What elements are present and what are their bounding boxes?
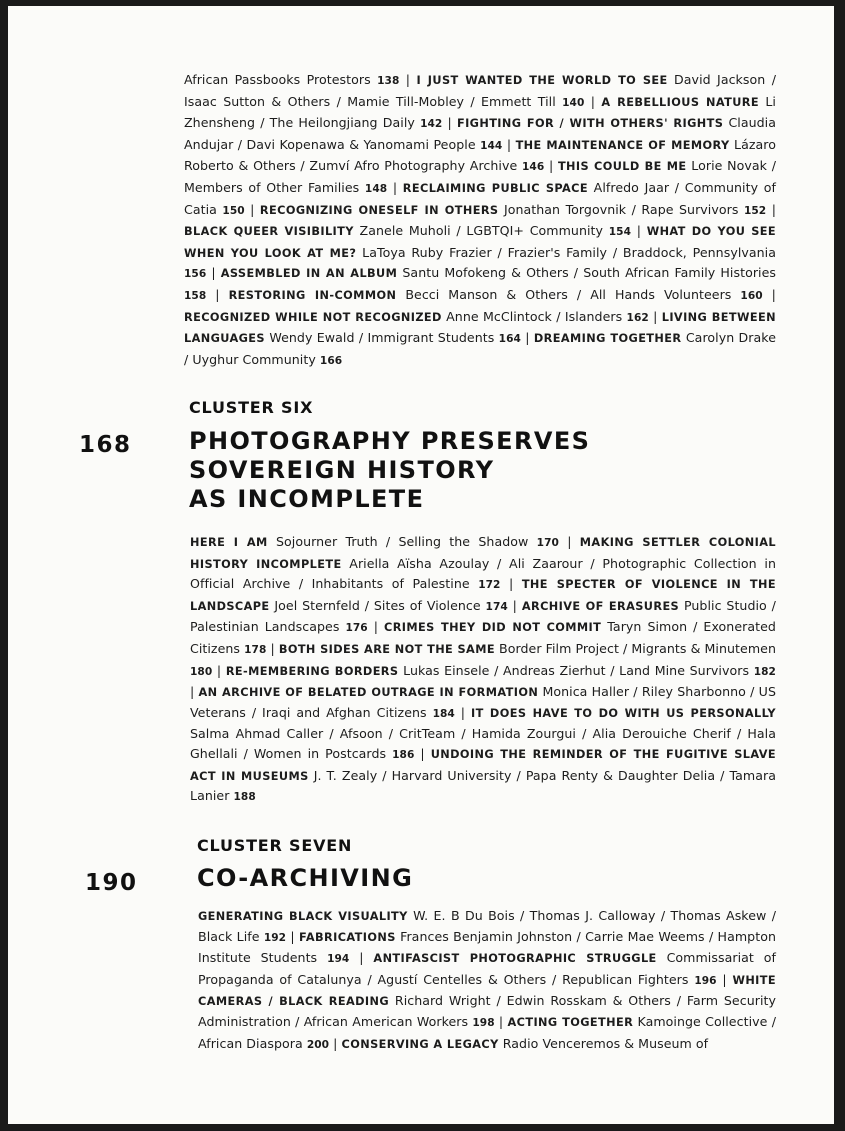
toc-entry-title: CRIMES THEY DID NOT COMMIT (384, 621, 602, 635)
cluster-seven-page-number: 190 (85, 870, 138, 896)
toc-entry-title: UNDOING THE REMINDER OF THE FUGITIVE SLAVE ACT IN MUSEUMS (190, 747, 776, 783)
toc-entry-title: RESTORING IN-COMMON (228, 288, 397, 302)
toc-entry-page-number: 140 (562, 96, 585, 109)
toc-entry-credits: Anne McClintock / Islanders (446, 308, 623, 324)
cluster-six-page-number: 168 (79, 432, 132, 458)
toc-entry-credits: Becci Manson & Others / All Hands Volunteers (405, 286, 732, 302)
toc-entry-credits: Joel Sternfeld / Sites of Violence (274, 597, 481, 613)
toc-entry-page-number: 172 (478, 579, 501, 592)
toc-entry-credits: Wendy Ewald / Immigrant Students (269, 330, 495, 346)
toc-entry (226, 663, 776, 678)
toc-entry-credits: Alfredo Jaar / Community of Catia (184, 179, 776, 217)
toc-entry (190, 534, 559, 549)
toc-entry-page-number: 198 (472, 1016, 495, 1029)
toc-entry-credits: Radio Venceremos & Museum of (502, 1035, 709, 1051)
toc-entry-title: HERE I AM (190, 536, 268, 549)
toc-entry-title: ACTING TOGETHER (507, 1015, 634, 1029)
cluster-six-entries: HERE I AM Sojourner Truth / Selling the Shadow 170 | MAKING SETTLER COLONIAL HISTORY INCOMPLETE Ariella Aïsha Azoulay / Ali Zaarour / Photographic Collection in Official Archive / Inhabitants of Palestine 172 | THE SPECTER OF VIOLENCE IN THE LANDSCAPE Joel Sternfeld / Sites of Violence 174 | ARCHIVE OF ERASURES Public Studio / Palestinian Landscapes 176 | CRIMES THEY DID NOT COMMIT Taryn Simon / Exonerated Citizens 178 | BOTH SIDES ARE NOT THE SAME Border Film Project / Migrants & Minutemen 180 | RE-MEMBERING BORDERS Lukas Einsele / Andreas Zierhut / Land Mine Survivors 182 | AN ARCHIVE OF BELATED OUTRAGE IN FORMATION Monica Haller / Riley Sharbonno / US Veterans / Iraqi and Afghan Citizens 184 | IT DOES HAVE TO DO WITH US PERSONALLY Salma Ahmad Caller / Afsoon / CritTeam / Hamida Zourgui / Alia Derouiche Cherif / Hala Ghellali / Women in Postcards 186 | UNDOING THE REMINDER OF THE FUGITIVE SLAVE ACT IN MUSEUMS J. T. Zealy / Harvard University / Papa Renty & Daughter Delia / Tamara Lanier 188 (190, 534, 777, 804)
cluster-six-heading-line: SOVEREIGN HISTORY (189, 456, 495, 484)
book-page (8, 6, 834, 1124)
toc-entry-credits: David Jackson / Isaac Sutton & Others / Mamie Till-Mobley / Emmett Till (184, 72, 776, 109)
toc-entry-title: FABRICATIONS (299, 930, 396, 944)
toc-entry-title: RECOGNIZING ONESELF IN OTHERS (259, 203, 499, 217)
cluster-seven-heading (197, 864, 413, 893)
toc-entry-page-number: 156 (184, 268, 207, 281)
toc-entry-credits: Lukas Einsele / Andreas Zierhut / Land Mine Survivors (403, 662, 750, 678)
toc-entry-page-number: 154 (608, 226, 632, 239)
toc-entry-credits: LaToya Ruby Frazier / Frazier's Family / Braddock, Pennsylvania (362, 244, 776, 260)
toc-entry-title: ASSEMBLED IN AN ALBUM (220, 267, 398, 281)
toc-entry-page-number: 174 (485, 600, 508, 613)
toc-entry-credits: Lorie Novak / Members of Other Families (184, 158, 776, 195)
toc-entry-title: A REBELLIOUS NATURE (601, 95, 759, 109)
toc-entry-page-number: 196 (694, 974, 717, 987)
toc-entry-title: GENERATING BLACK VISUALITY (198, 910, 408, 923)
toc-entry-credits: Taryn Simon / Exonerated Citizens (190, 619, 776, 656)
toc-entry-page-number: 142 (420, 118, 443, 131)
toc-entry-title: RECOGNIZED WHILE NOT RECOGNIZED (184, 310, 442, 324)
toc-entry-title: CONSERVING A LEGACY (341, 1037, 499, 1051)
toc-entry-title: RE-MEMBERING BORDERS (225, 664, 399, 678)
toc-entry-title: IT DOES HAVE TO DO WITH US PERSONALLY (471, 706, 776, 720)
cluster-six-label: CLUSTER SIX (189, 398, 314, 417)
toc-entry-page-number: 158 (184, 289, 207, 302)
cluster-seven-label: CLUSTER SEVEN (197, 836, 353, 855)
toc-entry-credits: Public Studio / Palestinian Landscapes (190, 597, 776, 635)
toc-entry-credits: Ariella Aïsha Azoulay / Ali Zaarour / Photographic Collection in Official Archive / Inhabitants of Palestine (190, 555, 776, 592)
toc-entry-credits: Kamoinge Collective / African Diaspora (198, 1013, 776, 1051)
toc-entry-title: THE MAINTENANCE OF MEMORY (515, 138, 730, 152)
toc-entry-page-number: 150 (222, 204, 245, 217)
toc-entry-credits: Santu Mofokeng & Others / South African Family Histories (402, 265, 777, 281)
toc-entry-page-number: 182 (753, 665, 776, 678)
toc-entry-credits: Claudia Andujar / Davi Kopenawa & Yanomami People (184, 115, 776, 152)
toc-entry (184, 223, 631, 238)
toc-entry-page-number: 200 (306, 1038, 330, 1051)
toc-entry-credits: Richard Wright / Edwin Rosskam & Others / Farm Security Administration / African American Workers (198, 993, 777, 1029)
toc-entry-page-number: 186 (392, 748, 415, 761)
toc-entry-credits: Commissariat of Propaganda of Catalunya / Agustí Centelles & Others / Republican Fighters (198, 950, 776, 987)
toc-entry (229, 287, 763, 302)
toc-entry-page-number: 194 (327, 953, 350, 966)
toc-entry-page-number: 166 (319, 354, 343, 367)
toc-entry-credits: Frances Benjamin Johnston / Carrie Mae Weems / Hampton Institute Students (198, 928, 776, 966)
toc-entry-page-number: 164 (498, 333, 521, 346)
toc-entry-credits: Salma Ahmad Caller / Afsoon / CritTeam / Hamida Zourgui / Alia Derouiche Cherif / Hala Ghellali / Women in Postcards (190, 726, 776, 761)
cluster-six-heading-line: PHOTOGRAPHY PRESERVES (189, 427, 591, 455)
toc-entry-credits: Lázaro Roberto & Others / Zumví Afro Photography Archive (184, 136, 776, 174)
toc-entry (342, 1036, 709, 1051)
toc-entry-credits: Carolyn Drake / Uyghur Community (184, 330, 776, 367)
toc-entry-title: DREAMING TOGETHER (533, 332, 682, 346)
toc-entry-page-number: 144 (480, 139, 503, 152)
toc-entry-page-number: 170 (536, 537, 559, 549)
toc-entry-title: RECLAIMING PUBLIC SPACE (402, 181, 588, 195)
toc-entry-page-number: 176 (345, 622, 368, 635)
toc-entry (260, 202, 766, 217)
toc-entry-page-number: 152 (743, 204, 767, 217)
cluster-six-heading (189, 427, 590, 514)
toc-entry-page-number: 146 (521, 161, 545, 174)
toc-entry-credits: W. E. B Du Bois / Thomas J. Calloway / Thomas Askew / Black Life (198, 908, 776, 944)
toc-entry-page-number: 162 (626, 311, 649, 324)
toc-entry-page-number: 178 (244, 643, 267, 656)
toc-entry-title: FIGHTING FOR / WITH OTHERS' RIGHTS (456, 117, 724, 131)
toc-entry-title: AN ARCHIVE OF BELATED OUTRAGE IN FORMATION (198, 686, 539, 700)
toc-entry-title: I JUST WANTED THE WORLD TO SEE (416, 74, 668, 87)
cluster-seven-heading-line: CO-ARCHIVING (197, 864, 414, 892)
cluster-six-heading-line: AS INCOMPLETE (189, 485, 425, 513)
toc-entry-page-number: 138 (377, 75, 400, 87)
toc-entry-credits: African Passbooks Protestors (184, 72, 371, 87)
cluster-seven-entries: GENERATING BLACK VISUALITY W. E. B Du Bois / Thomas J. Calloway / Thomas Askew / Black Life 192 | FABRICATIONS Frances Benjamin Johnston / Carrie Mae Weems / Hampton Institute Students 194 | ANTIFASCIST PHOTOGRAPHIC STRUGGLE Commissariat of Propaganda of Catalunya / Agustí Centelles & Others / Republican Fighters 196 | WHITE CAMERAS / BLACK READING Richard Wright / Edwin Rosskam & Others / Farm Security Administration / African American Workers 198 | ACTING TOGETHER Kamoinge Collective / African Diaspora 200 | CONSERVING A LEGACY Radio Venceremos & Museum of (198, 908, 777, 1051)
toc-entry-title: LIVING BETWEEN LANGUAGES (184, 310, 776, 346)
intro-entries: African Passbooks Protestors 138 | I JUST WANTED THE WORLD TO SEE David Jackson / Isaac Sutton & Others / Mamie Till-Mobley / Emmett Till 140 | A REBELLIOUS NATURE Li Zhensheng / The Heilongjiang Daily 142 | FIGHTING FOR / WITH OTHERS' RIGHTS Claudia Andujar / Davi Kopenawa & Yanomami People 144 | THE MAINTENANCE OF MEMORY Lázaro Roberto & Others / Zumví Afro Photography Archive 146 | THIS COULD BE ME Lorie Novak / Members of Other Families 148 | RECLAIMING PUBLIC SPACE Alfredo Jaar / Community of Catia 150 | RECOGNIZING ONESELF IN OTHERS Jonathan Torgovnik / Rape Survivors 152 | BLACK QUEER VISIBILITY Zanele Muholi / LGBTQI+ Community 154 | WHAT DO YOU SEE WHEN YOU LOOK AT ME? LaToya Ruby Frazier / Frazier's Family / Braddock, Pennsylvania 156 | ASSEMBLED IN AN ALBUM Santu Mofokeng & Others / South African Family Histories 158 | RESTORING IN-COMMON Becci Manson & Others / All Hands Volunteers 160 | RECOGNIZED WHILE NOT RECOGNIZED Anne McClintock / Islanders 162 | LIVING BETWEEN LANGUAGES Wendy Ewald / Immigrant Students 164 | DREAMING TOGETHER Carolyn Drake / Uyghur Community 166 (184, 72, 777, 367)
toc-entry-page-number: 180 (190, 665, 213, 678)
toc-entry-credits: Border Film Project / Migrants & Minutemen (499, 640, 776, 656)
toc-entry (184, 72, 399, 87)
toc-entry-credits: Sojourner Truth / Selling the Shadow (275, 534, 529, 549)
toc-entry-page-number: 160 (740, 289, 763, 302)
toc-entry-title: WHITE CAMERAS / BLACK READING (198, 973, 776, 1009)
toc-entry-title: ANTIFASCIST PHOTOGRAPHIC STRUGGLE (373, 952, 657, 966)
toc-entry-title: THIS COULD BE ME (557, 160, 687, 174)
toc-entry (184, 309, 649, 324)
toc-entry-page-number: 148 (364, 182, 388, 195)
toc-entry-page-number: 184 (432, 707, 455, 720)
toc-entry-credits: Jonathan Torgovnik / Rape Survivors (503, 201, 739, 217)
toc-entry-credits: Li Zhensheng / The Heilongjiang Daily (184, 93, 776, 131)
toc-entry-title: THE SPECTER OF VIOLENCE IN THE LANDSCAPE (190, 578, 777, 613)
toc-entry-title: MAKING SETTLER COLONIAL HISTORY INCOMPLETE (190, 536, 776, 571)
toc-entry-title: WHAT DO YOU SEE WHEN YOU LOOK AT ME? (184, 225, 777, 260)
toc-entry-page-number: 192 (263, 931, 287, 944)
toc-entry-title: ARCHIVE OF ERASURES (521, 599, 680, 613)
toc-entry-credits: Zanele Muholi / LGBTQI+ Community (359, 223, 604, 239)
toc-entry-title: BLACK QUEER VISIBILITY (184, 225, 354, 239)
toc-entry-credits: J. T. Zealy / Harvard University / Papa Renty & Daughter Delia / Tamara Lanier (190, 767, 776, 804)
toc-entry-title: BOTH SIDES ARE NOT THE SAME (278, 642, 495, 656)
toc-entry-page-number: 188 (233, 791, 256, 804)
toc-entry-credits: Monica Haller / Riley Sharbonno / US Veterans / Iraqi and Afghan Citizens (190, 684, 776, 720)
